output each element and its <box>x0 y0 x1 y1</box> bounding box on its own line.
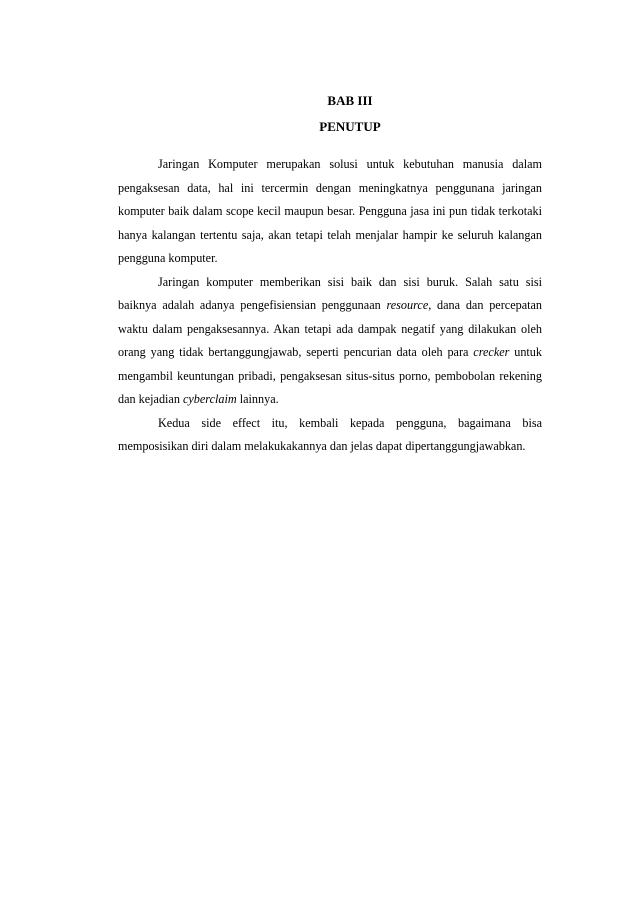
paragraph-2-text-4: lainnya. <box>236 392 279 406</box>
term-cyberclaim: cyberclaim <box>182 392 237 406</box>
paragraph-2-text-2: , dana dan percepatan waktu dalam pengaksesannya. Akan tetapi ada dampak negatif yang dilakukan oleh orang yang tidak bertanggungjawab, seperti pencurian data oleh para <box>118 298 542 359</box>
paragraph-2 <box>118 271 542 412</box>
chapter-title: PENUTUP <box>319 119 381 134</box>
body-text <box>118 153 542 459</box>
term-resource: resource <box>386 298 429 312</box>
chapter-number: BAB III <box>327 93 373 108</box>
paragraph-1: Jaringan Komputer merupakan solusi untuk kebutuhan manusia dalam pengaksesan data, hal ini tercermin dengan meningkatnya penggunana jaringan komputer baik dalam scope kecil maupun besar. Pengguna jasa ini pun tidak terkotaki hanya kalangan tertentu saja, akan tetapi telah menjalar hampir ke seluruh kalangan pengguna komputer. <box>118 157 542 265</box>
paragraph-2-text-1: Jaringan komputer memberikan sisi baik dan sisi buruk. Salah satu sisi baiknya adalah adanya pengefisiensian penggunaan <box>118 274 542 312</box>
paragraph-3: Kedua side effect itu, kembali kepada pengguna, bagaimana bisa memposisikan diri dalam melakukakannya dan jelas dapat dipertanggungjawabkan. <box>118 415 542 453</box>
term-crecker: crecker <box>473 345 510 359</box>
paragraph-2-text-3: untuk mengambil keuntungan pribadi, pengaksesan situs-situs porno, pembobolan rekening dan kejadian <box>118 345 542 406</box>
